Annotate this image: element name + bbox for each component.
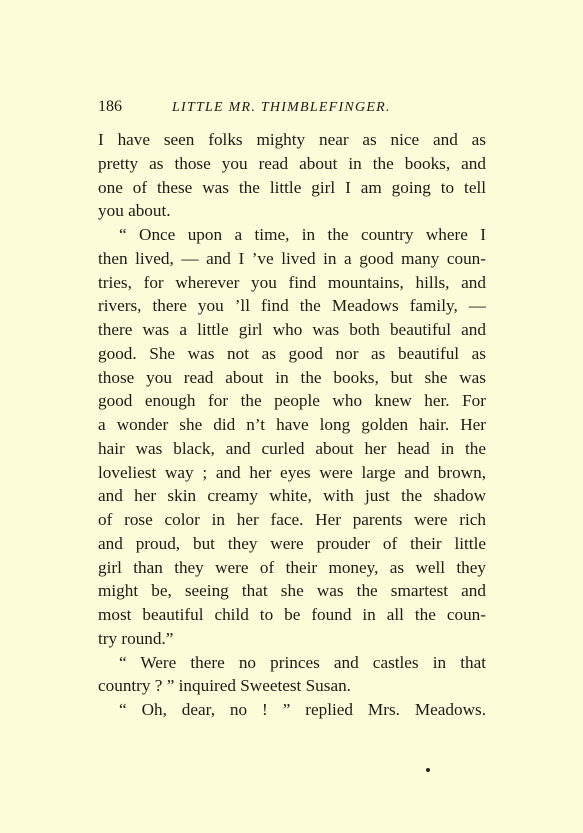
- text-line: I have seen folks mighty near as nice and as: [98, 130, 486, 149]
- text-line: try round.”: [98, 628, 174, 648]
- text-line: then lived, — and I ’ve lived in a good many coun-: [98, 248, 486, 268]
- ink-speck: [426, 768, 430, 772]
- text-line: tries, for wherever you find mountains, hills, and: [98, 272, 486, 292]
- running-head: [98, 97, 488, 118]
- text-line: good. She was not as good nor as beautiful as: [98, 343, 486, 363]
- text-line: and proud, but they were prouder of their little: [98, 533, 486, 553]
- text-line: there was a little girl who was both beautiful and: [98, 320, 486, 339]
- text-line: of rose color in her face. Her parents were rich: [98, 510, 486, 529]
- text-line: “ Oh, dear, no ! ” replied Mrs. Meadows.: [119, 700, 486, 719]
- body-text: [98, 128, 486, 722]
- text-line: girl than they were of their money, as well they: [98, 557, 486, 577]
- text-line: and her skin creamy white, with just the shadow: [98, 486, 486, 506]
- text-line: those you read about in the books, but she was: [98, 367, 486, 387]
- text-line: a wonder she did n’t have long golden hair. Her: [98, 415, 486, 434]
- text-line: good enough for the people who knew her. For: [98, 391, 486, 411]
- text-line: country ? ” inquired Sweetest Susan.: [98, 676, 351, 696]
- text-line: might be, seeing that she was the smartest and: [98, 581, 486, 601]
- page-number: 186: [98, 98, 122, 115]
- text-line: one of these was the little girl I am going to tell: [98, 177, 486, 197]
- text-line: loveliest way ; and her eyes were large and brown,: [98, 462, 486, 482]
- text-line: rivers, there you ’ll find the Meadows family, —: [98, 296, 486, 316]
- running-title: LITTLE MR. THIMBLEFINGER.: [172, 100, 391, 115]
- text-line: “ Once upon a time, in the country where I: [119, 225, 486, 244]
- text-line: pretty as those you read about in the books, and: [98, 153, 486, 173]
- text-line: you about.: [98, 201, 171, 221]
- text-line: hair was black, and curled about her head in the: [98, 438, 486, 458]
- text-line: most beautiful child to be found in all the coun-: [98, 605, 486, 624]
- text-line: “ Were there no princes and castles in that: [119, 652, 486, 672]
